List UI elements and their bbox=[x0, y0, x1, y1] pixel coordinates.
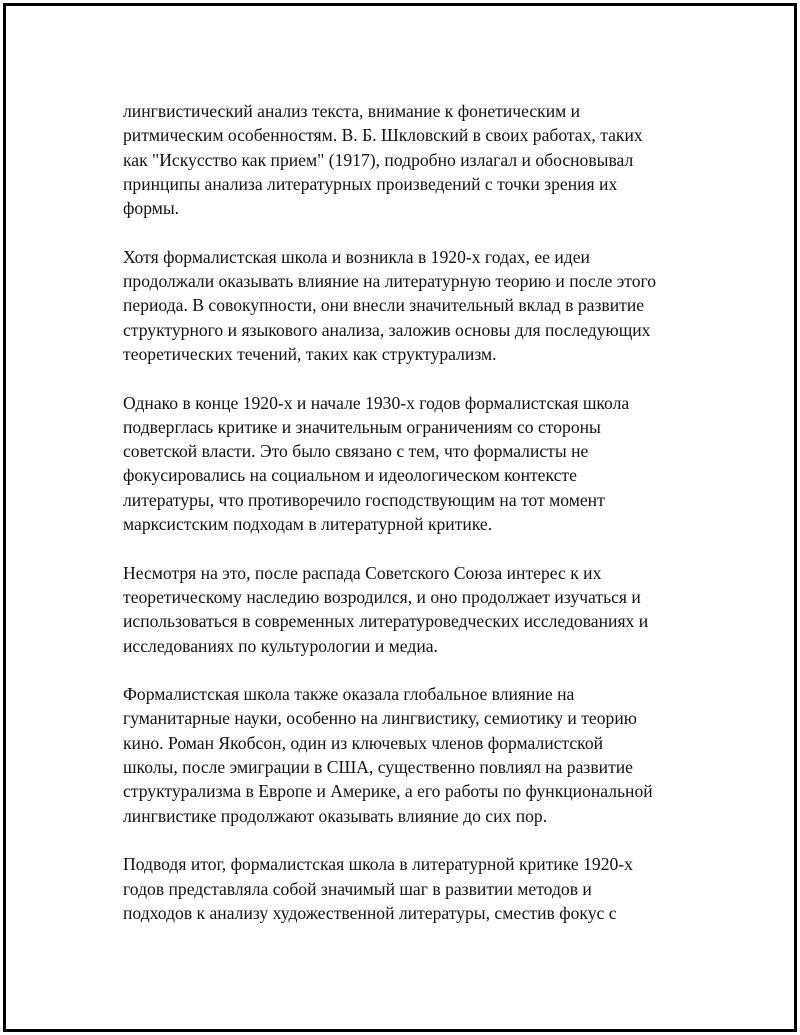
text-line: лингвистический анализ текста, внимание к фонетическим и bbox=[123, 101, 581, 121]
text-line: как "Искусство как прием" (1917), подробно излагал и обосновывал bbox=[123, 149, 634, 170]
text-line: Подводя итог, формалистская школа в литературной критике 1920-х bbox=[123, 854, 633, 875]
text-line: советской власти. Это было связано с тем, что формалисты не bbox=[123, 441, 589, 462]
text-line: Хотя формалистская школа и возникла в 1920-х годах, ее идеи bbox=[123, 246, 590, 267]
document-page bbox=[3, 3, 797, 1032]
text-line: продолжали оказывать влияние на литературную теорию и после этого bbox=[123, 271, 657, 292]
text-line: принципы анализа литературных произведений с точки зрения их bbox=[123, 173, 618, 194]
text-line: литературы, что противоречило господствующим на тот момент bbox=[123, 489, 605, 510]
text-line: фокусировались на социальном и идеологическом контексте bbox=[123, 465, 577, 486]
paragraph-4 bbox=[123, 561, 688, 658]
text-line: школы, после эмиграции в США, существенно повлиял на развитие bbox=[123, 757, 633, 778]
text-line: марксистским подходам в литературной критике. bbox=[123, 514, 493, 535]
text-line: теоретическому наследию возродился, и оно продолжает изучаться и bbox=[123, 586, 641, 607]
document-body bbox=[123, 99, 688, 949]
text-line: Несмотря на это, после распада Советского Союза интерес к их bbox=[123, 562, 602, 583]
text-line: подходов к анализу художественной литературы, сместив фокус с bbox=[123, 902, 617, 923]
text-line: гуманитарные науки, особенно на лингвистику, семиотику и теорию bbox=[123, 708, 637, 729]
text-line: лингвистике продолжают оказывать влияние до сих пор. bbox=[123, 805, 548, 826]
paragraph-1 bbox=[123, 99, 688, 220]
paragraph-2 bbox=[123, 245, 688, 366]
text-line: формы. bbox=[123, 198, 180, 219]
text-line: ритмическим особенностям. В. Б. Шкловский в своих работах, таких bbox=[123, 125, 643, 146]
text-line: структурализма в Европе и Америке, а его работы по функциональной bbox=[123, 781, 653, 802]
text-line: кино. Роман Якобсон, один из ключевых членов формалистской bbox=[123, 732, 604, 753]
text-line: Однако в конце 1920-х и начале 1930-х годов формалистская школа bbox=[123, 392, 630, 413]
text-line: структурного и языкового анализа, заложив основы для последующих bbox=[123, 319, 651, 340]
text-line: периода. В совокупности, они внесли значительный вклад в развитие bbox=[123, 295, 645, 316]
paragraph-5 bbox=[123, 682, 688, 828]
text-line: годов представляла собой значимый шаг в развитии методов и bbox=[123, 878, 592, 899]
paragraph-6 bbox=[123, 852, 688, 925]
text-line: использоваться в современных литературоведческих исследованиях и bbox=[123, 611, 649, 632]
paragraph-3 bbox=[123, 391, 688, 537]
text-line: исследованиях по культурологии и медиа. bbox=[123, 635, 438, 656]
text-line: Формалистская школа также оказала глобальное влияние на bbox=[123, 684, 575, 705]
text-line: подверглась критике и значительным ограничениям со стороны bbox=[123, 416, 601, 437]
text-line: теоретических течений, таких как структурализм. bbox=[123, 343, 497, 364]
